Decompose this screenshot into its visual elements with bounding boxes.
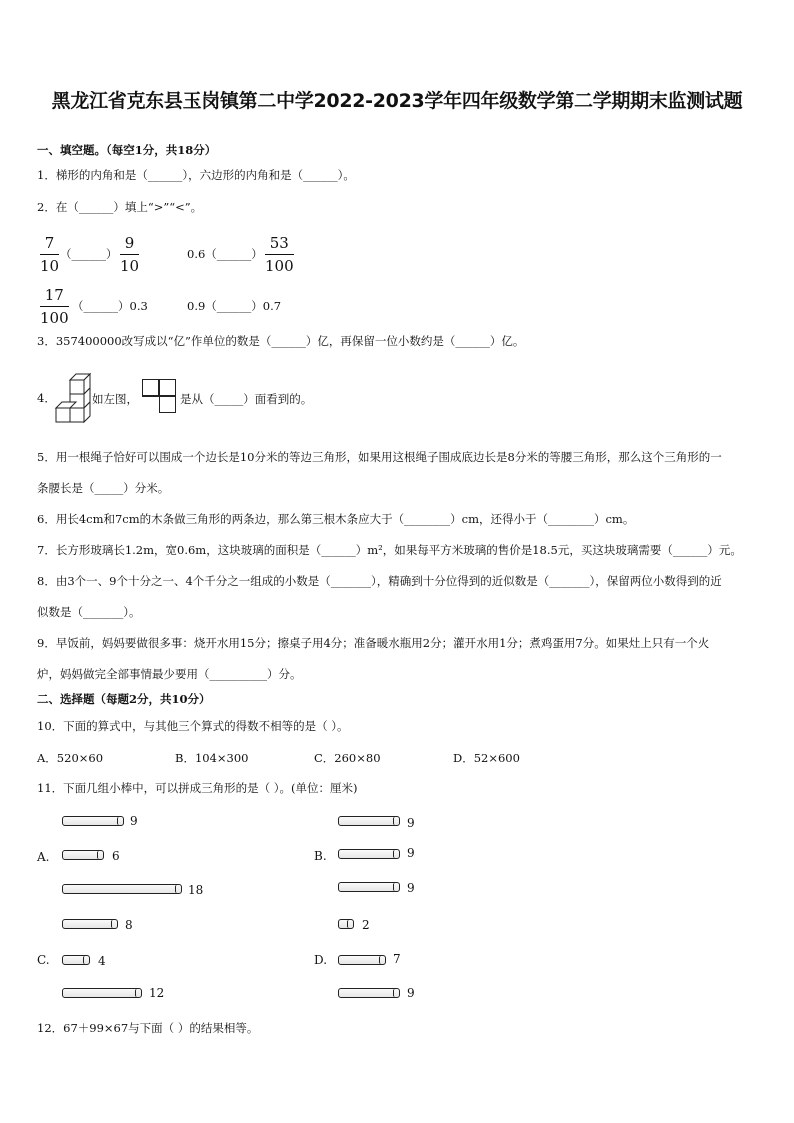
question-9-line-2: 炉，妈妈做完全部事情最少要用（__________）分。 xyxy=(37,667,302,681)
section-fill-blank-heading: 一、填空题。（每空1分，共18分） xyxy=(37,143,217,157)
rod-c-8 xyxy=(62,919,118,929)
rod-d-2 xyxy=(338,919,354,929)
question-7: 7．长方形玻璃长1.2m，宽0.6m，这块玻璃的面积是（______）m²，如果每平方米玻璃的售价是18.5元，买这块玻璃需要（______）元。 xyxy=(37,543,742,557)
rod-length: 6 xyxy=(112,849,120,863)
question-8-line-2: 似数是（_______）。 xyxy=(37,605,141,619)
rod-b-9-second xyxy=(338,849,400,859)
rod-length: 12 xyxy=(149,986,165,1000)
question-4-tail: 是从（_____）面看到的。 xyxy=(180,392,313,406)
rod-c-12 xyxy=(62,988,142,998)
question-5-line-2: 条腰长是（_____）分米。 xyxy=(37,481,170,495)
rod-length: 7 xyxy=(393,952,401,966)
blank: （______） xyxy=(60,247,118,261)
compare-0-9-0-7: 0.9（______）0.7 xyxy=(187,299,282,313)
rod-length: 9 xyxy=(130,814,138,828)
option-d: D．52×600 xyxy=(453,751,520,765)
numerator: 53 xyxy=(269,234,289,252)
rod-b-9-first xyxy=(338,816,400,826)
rod-length: 9 xyxy=(407,846,415,860)
option-label-d: D. xyxy=(314,953,328,967)
stacked-cubes-figure xyxy=(54,366,94,426)
rod-c-4 xyxy=(62,955,90,965)
rod-a-6 xyxy=(62,850,104,860)
rod-length: 4 xyxy=(98,954,106,968)
section-choice-heading: 二、选择题（每题2分，共10分） xyxy=(37,692,211,706)
denominator: 100 xyxy=(265,257,294,275)
rod-length: 8 xyxy=(125,918,133,932)
question-4-number: 4． xyxy=(37,391,56,405)
rod-a-9 xyxy=(62,816,124,826)
question-11: 11．下面几组小棒中，可以拼成三角形的是（ ）。(单位：厘米) xyxy=(37,781,358,795)
option-label-c: C. xyxy=(37,953,50,967)
rod-d-9 xyxy=(338,988,400,998)
compare-0-3: （______）0.3 xyxy=(72,299,148,313)
question-8-line-1: 8．由3个一、9个十分之一、4个千分之一组成的小数是（_______），精确到十分位得到的近似数是（_______），保留两位小数得到的近 xyxy=(37,574,722,588)
fraction-9-10 xyxy=(120,234,139,275)
rod-length: 9 xyxy=(407,816,415,830)
rod-length: 18 xyxy=(188,883,204,897)
denominator: 10 xyxy=(120,257,140,275)
question-6: 6．用长4cm和7cm的木条做三角形的两条边，那么第三根木条应大于（________）cm，还得小于（________）cm。 xyxy=(37,512,635,526)
rod-d-7 xyxy=(338,955,386,965)
option-b: B．104×300 xyxy=(175,751,249,765)
page-title: 黑龙江省克东县玉岗镇第二中学2022-2023学年四年级数学第二学期期末监测试题 xyxy=(51,90,743,112)
denominator: 100 xyxy=(40,309,69,327)
rod-b-9-third xyxy=(338,882,400,892)
question-1: 1．梯形的内角和是（______），六边形的内角和是（______）。 xyxy=(37,168,355,182)
numerator: 7 xyxy=(44,234,55,252)
numerator: 9 xyxy=(124,234,135,252)
rod-length: 9 xyxy=(407,986,415,1000)
question-4-mid: 如左图， xyxy=(92,392,138,406)
option-c: C．260×80 xyxy=(314,751,381,765)
question-10: 10．下面的算式中，与其他三个算式的得数不相等的是（ ）。 xyxy=(37,719,349,733)
question-9-line-1: 9．早饭前，妈妈要做很多事：烧开水用15分；擦桌子用4分；准备暖水瓶用2分；灌开水用1分；煮鸡蛋用7分。如果灶上只有一个火 xyxy=(37,636,710,650)
rod-length: 9 xyxy=(407,881,415,895)
option-a: A．520×60 xyxy=(37,751,104,765)
question-5-line-1: 5．用一根绳子恰好可以围成一个边长是10分米的等边三角形，如果用这根绳子围成底边长是8分米的等腰三角形，那么这个三角形的一 xyxy=(37,450,722,464)
fraction-53-100 xyxy=(265,234,294,275)
question-3: 3．357400000改写成以“亿”作单位的数是（______）亿，再保留一位小数约是（______）亿。 xyxy=(37,334,525,348)
question-2: 2．在（______）填上“>”“<”。 xyxy=(37,200,203,214)
rod-a-18 xyxy=(62,884,182,894)
question-12: 12．67＋99×67与下面（ ）的结果相等。 xyxy=(37,1021,259,1035)
view-grid-figure xyxy=(142,379,178,415)
option-label-a: A. xyxy=(37,850,50,864)
fraction-17-100 xyxy=(40,286,69,327)
option-label-b: B. xyxy=(314,849,327,863)
rod-length: 2 xyxy=(362,918,370,932)
denominator: 10 xyxy=(40,257,60,275)
compare-0-6: 0.6（______） xyxy=(187,247,263,261)
numerator: 17 xyxy=(44,286,64,304)
fraction-7-10 xyxy=(40,234,59,275)
